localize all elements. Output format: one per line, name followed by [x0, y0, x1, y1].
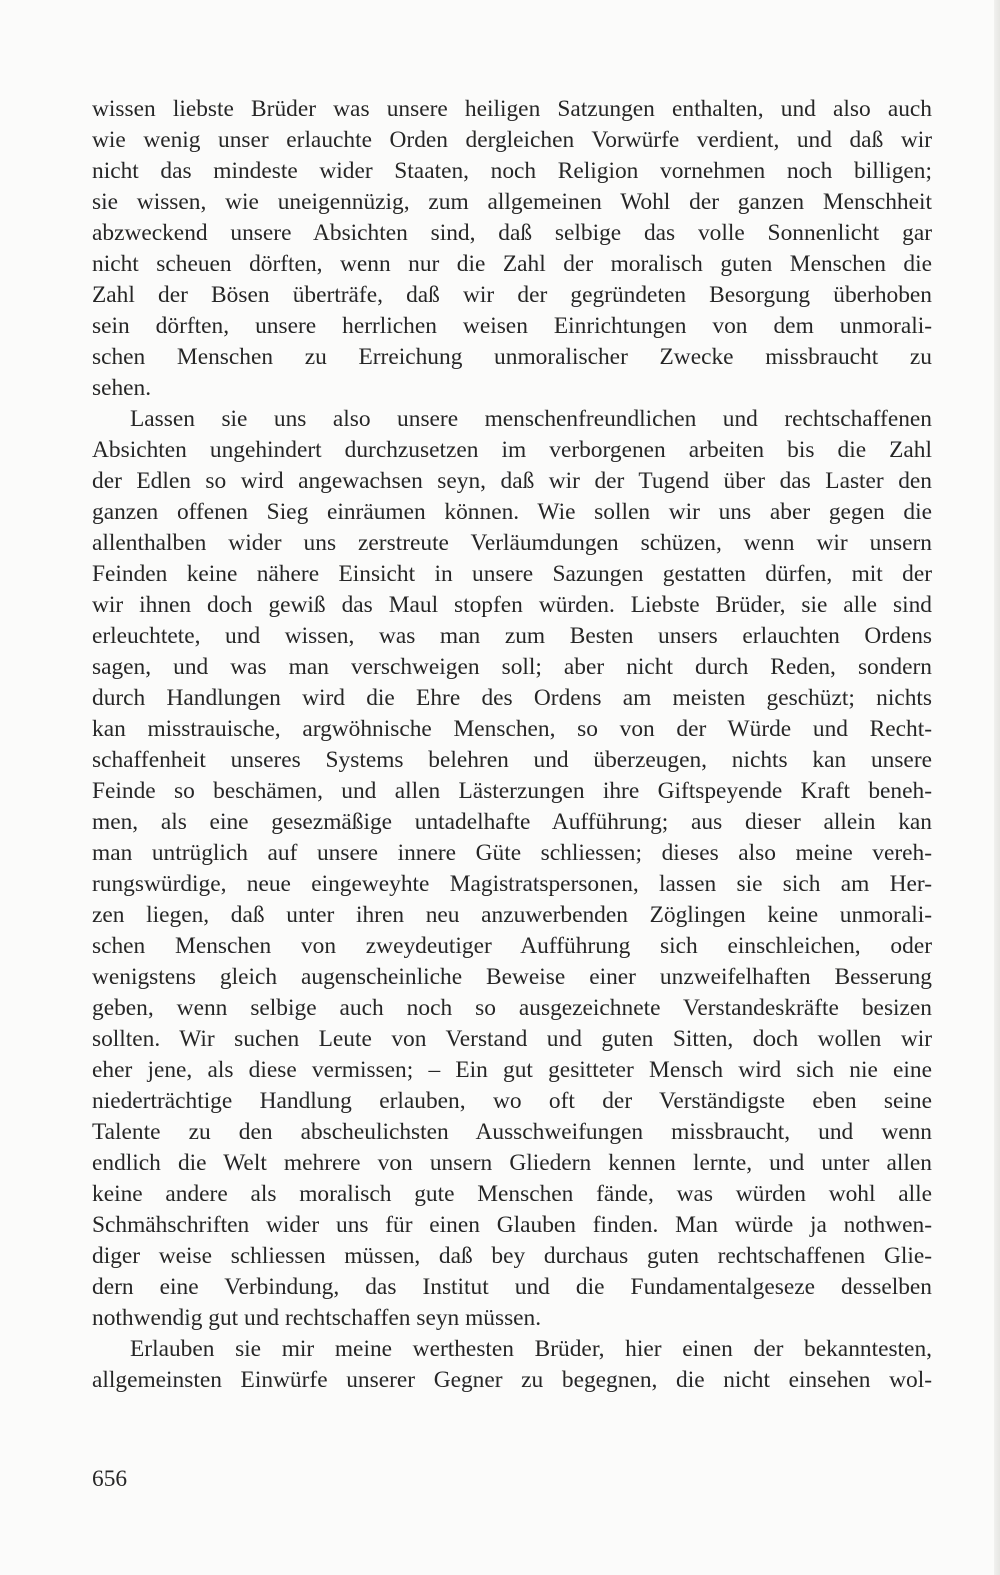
text-line: nicht das mindeste wider Staaten, noch Religion vornehmen noch billigen; — [92, 158, 932, 184]
text-line: Schmähschriften wider uns für einen Glauben finden. Man würde ja nothwen- — [92, 1212, 932, 1238]
text-line: endlich die Welt mehrere von unsern Gliedern kennen lernte, und unter allen — [92, 1150, 932, 1176]
text-line: wir ihnen doch gewiß das Maul stopfen würden. Liebste Brüder, sie alle sind — [92, 592, 932, 618]
page-edge-shadow — [994, 0, 1000, 1575]
text-line: dern eine Verbindung, das Institut und die Fundamentalgeseze desselben — [92, 1274, 932, 1300]
text-line: allenthalben wider uns zerstreute Verläumdungen schüzen, wenn wir unsern — [92, 530, 932, 556]
text-line: wissen liebste Brüder was unsere heiligen Satzungen enthalten, und also auch — [92, 96, 932, 122]
text-line: rungswürdige, neue eingeweyhte Magistratspersonen, lassen sie sich am Her- — [92, 871, 932, 897]
text-line: wenigstens gleich augenscheinliche Beweise einer unzweifelhaften Besserung — [92, 964, 932, 990]
text-line: durch Handlungen wird die Ehre des Ordens am meisten geschüzt; nichts — [92, 685, 932, 711]
text-line: sollten. Wir suchen Leute von Verstand und guten Sitten, doch wollen wir — [92, 1026, 932, 1052]
text-line: erleuchtete, und wissen, was man zum Besten unsers erlauchten Ordens — [92, 623, 932, 649]
text-line: diger weise schliessen müssen, daß bey durchaus guten rechtschaffenen Glie- — [92, 1243, 932, 1269]
text-line: Feinde so beschämen, und allen Lästerzungen ihre Giftspeyende Kraft beneh- — [92, 778, 932, 804]
text-line: allgemeinsten Einwürfe unserer Gegner zu begegnen, die nicht einsehen wol- — [92, 1367, 932, 1393]
page-number: 656 — [92, 1466, 128, 1492]
text-line: sie wissen, wie uneigennüzig, zum allgemeinen Wohl der ganzen Menschheit — [92, 189, 932, 215]
text-line: Zahl der Bösen überträfe, daß wir der gegründeten Besorgung überhoben — [92, 282, 932, 308]
text-line: Feinden keine nähere Einsicht in unsere Sazungen gestatten dürfen, mit der — [92, 561, 932, 587]
text-line: men, als eine gesezmäßige untadelhafte Aufführung; aus dieser allein kan — [92, 809, 932, 835]
text-line: kan misstrauische, argwöhnische Menschen, so von der Würde und Recht- — [92, 716, 932, 742]
text-line: niederträchtige Handlung erlauben, wo oft der Verständigste eben seine — [92, 1088, 932, 1114]
text-line: ganzen offenen Sieg einräumen können. Wie sollen wir uns aber gegen die — [92, 499, 932, 525]
text-line: schen Menschen von zweydeutiger Aufführung sich einschleichen, oder — [92, 933, 932, 959]
text-line: Absichten ungehindert durchzusetzen im verborgenen arbeiten bis die Zahl — [92, 437, 932, 463]
text-line: schaffenheit unseres Systems belehren und überzeugen, nichts kan unsere — [92, 747, 932, 773]
body-text — [92, 94, 932, 1396]
text-line: wie wenig unser erlauchte Orden dergleichen Vorwürfe verdient, und daß wir — [92, 127, 932, 153]
paragraph-first-line: Lassen sie uns also unsere menschenfreundlichen und rechtschaffenen — [130, 406, 932, 432]
text-line: nicht scheuen dörften, wenn nur die Zahl der moralisch guten Menschen die — [92, 251, 932, 277]
text-line: sehen. — [92, 375, 152, 401]
text-line: schen Menschen zu Erreichung unmoralischer Zwecke missbraucht zu — [92, 344, 932, 370]
text-line: zen liegen, daß unter ihren neu anzuwerbenden Zöglingen keine unmorali- — [92, 902, 932, 928]
text-line: geben, wenn selbige auch noch so ausgezeichnete Verstandeskräfte besizen — [92, 995, 932, 1021]
text-line: der Edlen so wird angewachsen seyn, daß wir der Tugend über das Laster den — [92, 468, 932, 494]
text-line: abzweckend unsere Absichten sind, daß selbige das volle Sonnenlicht gar — [92, 220, 932, 246]
text-line: Talente zu den abscheulichsten Ausschweifungen missbraucht, und wenn — [92, 1119, 932, 1145]
text-line: nothwendig gut und rechtschaffen seyn müssen. — [92, 1305, 542, 1331]
paragraph-first-line: Erlauben sie mir meine werthesten Brüder, hier einen der bekanntesten, — [130, 1336, 932, 1362]
text-line: man untrüglich auf unsere innere Güte schliessen; dieses also meine vereh- — [92, 840, 932, 866]
text-line: keine andere als moralisch gute Menschen fände, was würden wohl alle — [92, 1181, 932, 1207]
text-line: sagen, und was man verschweigen soll; aber nicht durch Reden, sondern — [92, 654, 932, 680]
text-line: sein dörften, unsere herrlichen weisen Einrichtungen von dem unmorali- — [92, 313, 932, 339]
text-line: eher jene, als diese vermissen; – Ein gut gesitteter Mensch wird sich nie eine — [92, 1057, 932, 1083]
